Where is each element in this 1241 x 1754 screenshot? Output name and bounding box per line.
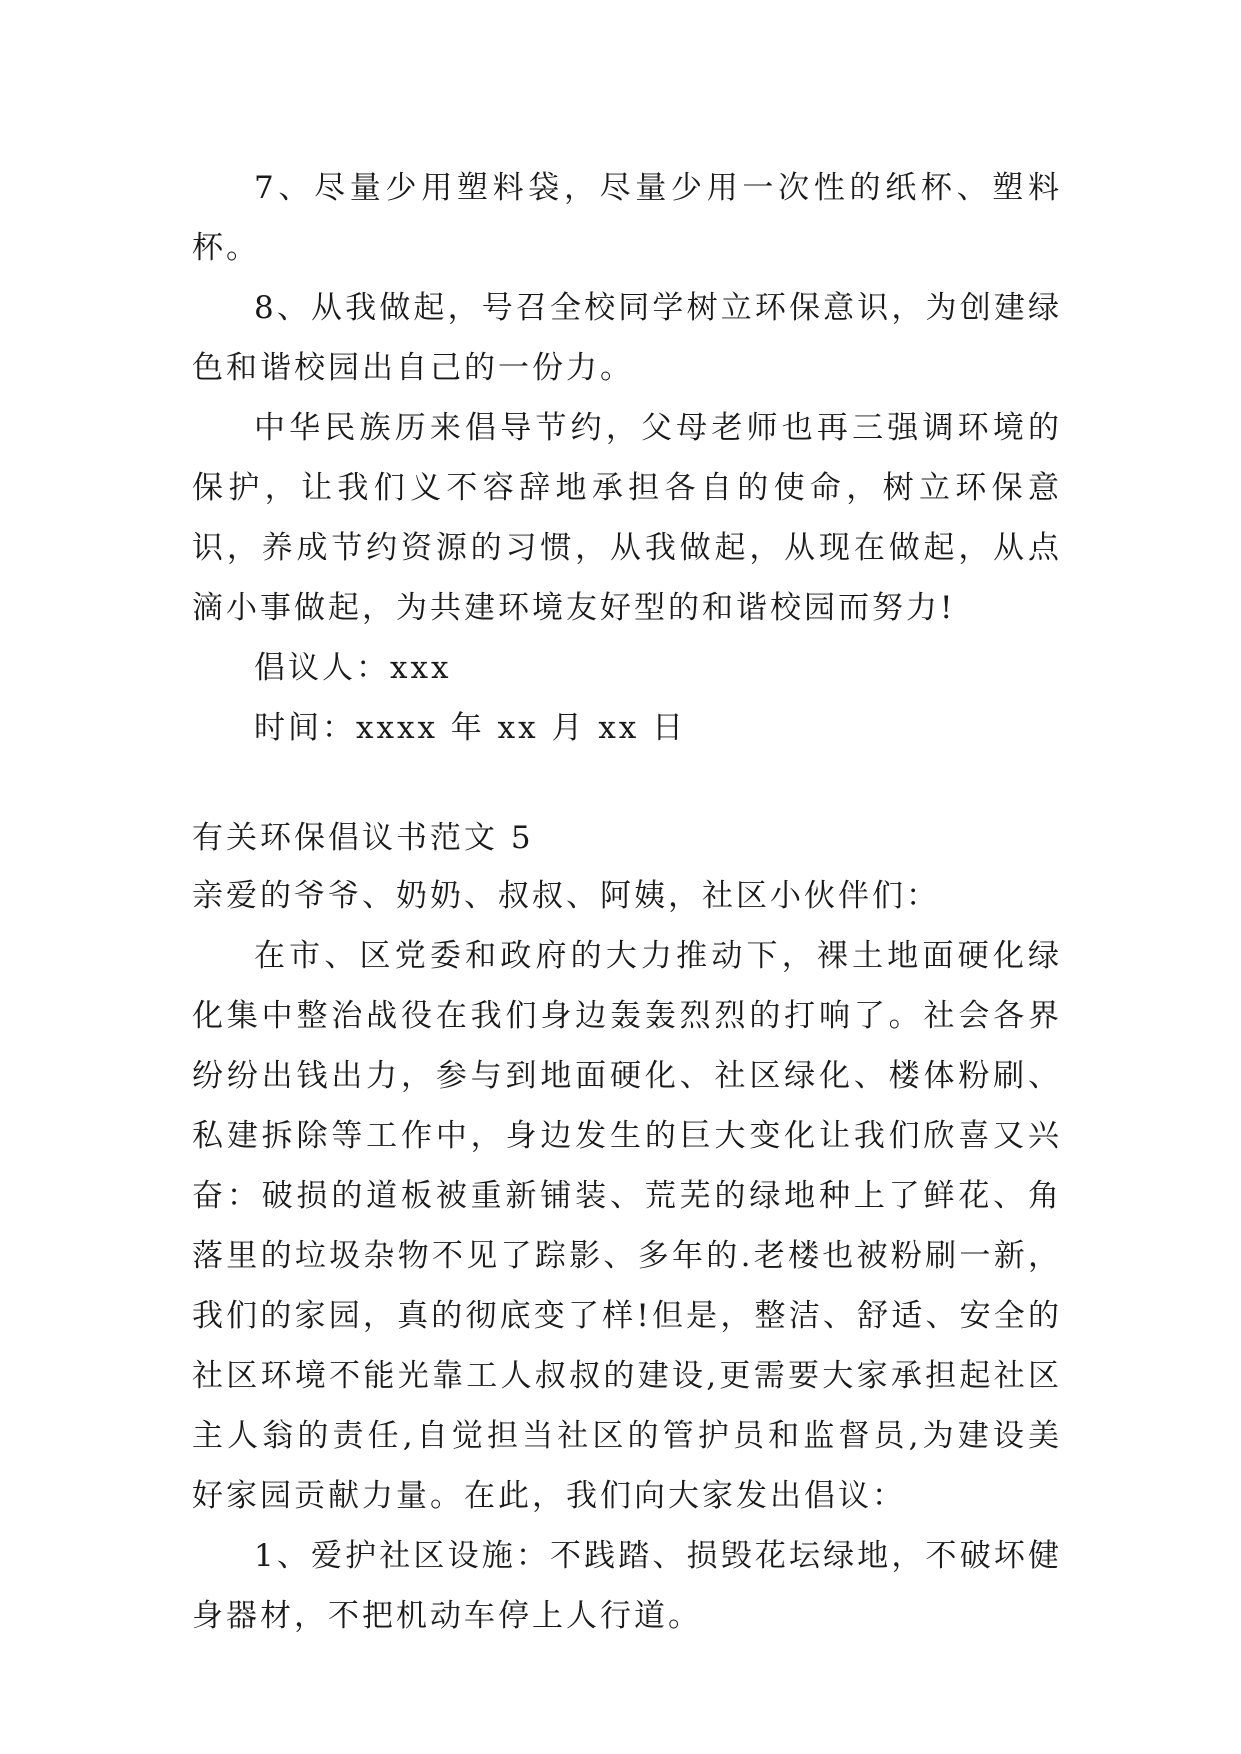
list-item-1: 1、爱护社区设施：不践踏、损毁花坛绿地，不破坏健身器材，不把机动车停上人行道。 bbox=[192, 1538, 1062, 1634]
closing-paragraph: 中华民族历来倡导节约，父母老师也再三强调环境的保护，让我们义不容辞地承担各自的使命，树立环保意识，养成节约资源的习惯，从我做起，从现在做起，从点滴小事做起，为共建环境友好型的和谐校园而努力! bbox=[192, 410, 1062, 626]
list-item-8: 8、从我做起，号召全校同学树立环保意识，为创建绿色和谐校园出自己的一份力。 bbox=[192, 290, 1062, 386]
body-paragraph: 在市、区党委和政府的大力推动下，裸土地面硬化绿化集中整治战役在我们身边轰轰烈烈的打响了。社会各界纷纷出钱出力，参与到地面硬化、社区绿化、楼体粉刷、私建拆除等工作中，身边发生的巨大变化让我们欣喜又兴奋：破损的道板被重新铺装、荒芜的绿地种上了鲜花、角落里的垃圾杂物不见了踪影、多年的.老楼也被粉刷一新，我们的家园，真的彻底变了样!但是，整洁、舒适、安全的社区环境不能光靠工人叔叔的建设,更需要大家承担起社区主人翁的责任,自觉担当社区的管护员和监督员,为建设美好家园贡献力量。在此，我们向大家发出倡议： bbox=[192, 938, 1062, 1514]
section-title: 有关环保倡议书范文 5 bbox=[192, 820, 534, 856]
document-page bbox=[192, 158, 1062, 1646]
proposer-line: 倡议人：xxx bbox=[254, 650, 452, 686]
salutation: 亲爱的爷爷、奶奶、叔叔、阿姨，社区小伙伴们： bbox=[192, 878, 940, 914]
list-item-7: 7、尽量少用塑料袋，尽量少用一次性的纸杯、塑料杯。 bbox=[192, 170, 1062, 266]
section-spacer bbox=[192, 758, 1062, 810]
date-line: 时间：xxxx 年 xx 月 xx 日 bbox=[254, 710, 687, 746]
